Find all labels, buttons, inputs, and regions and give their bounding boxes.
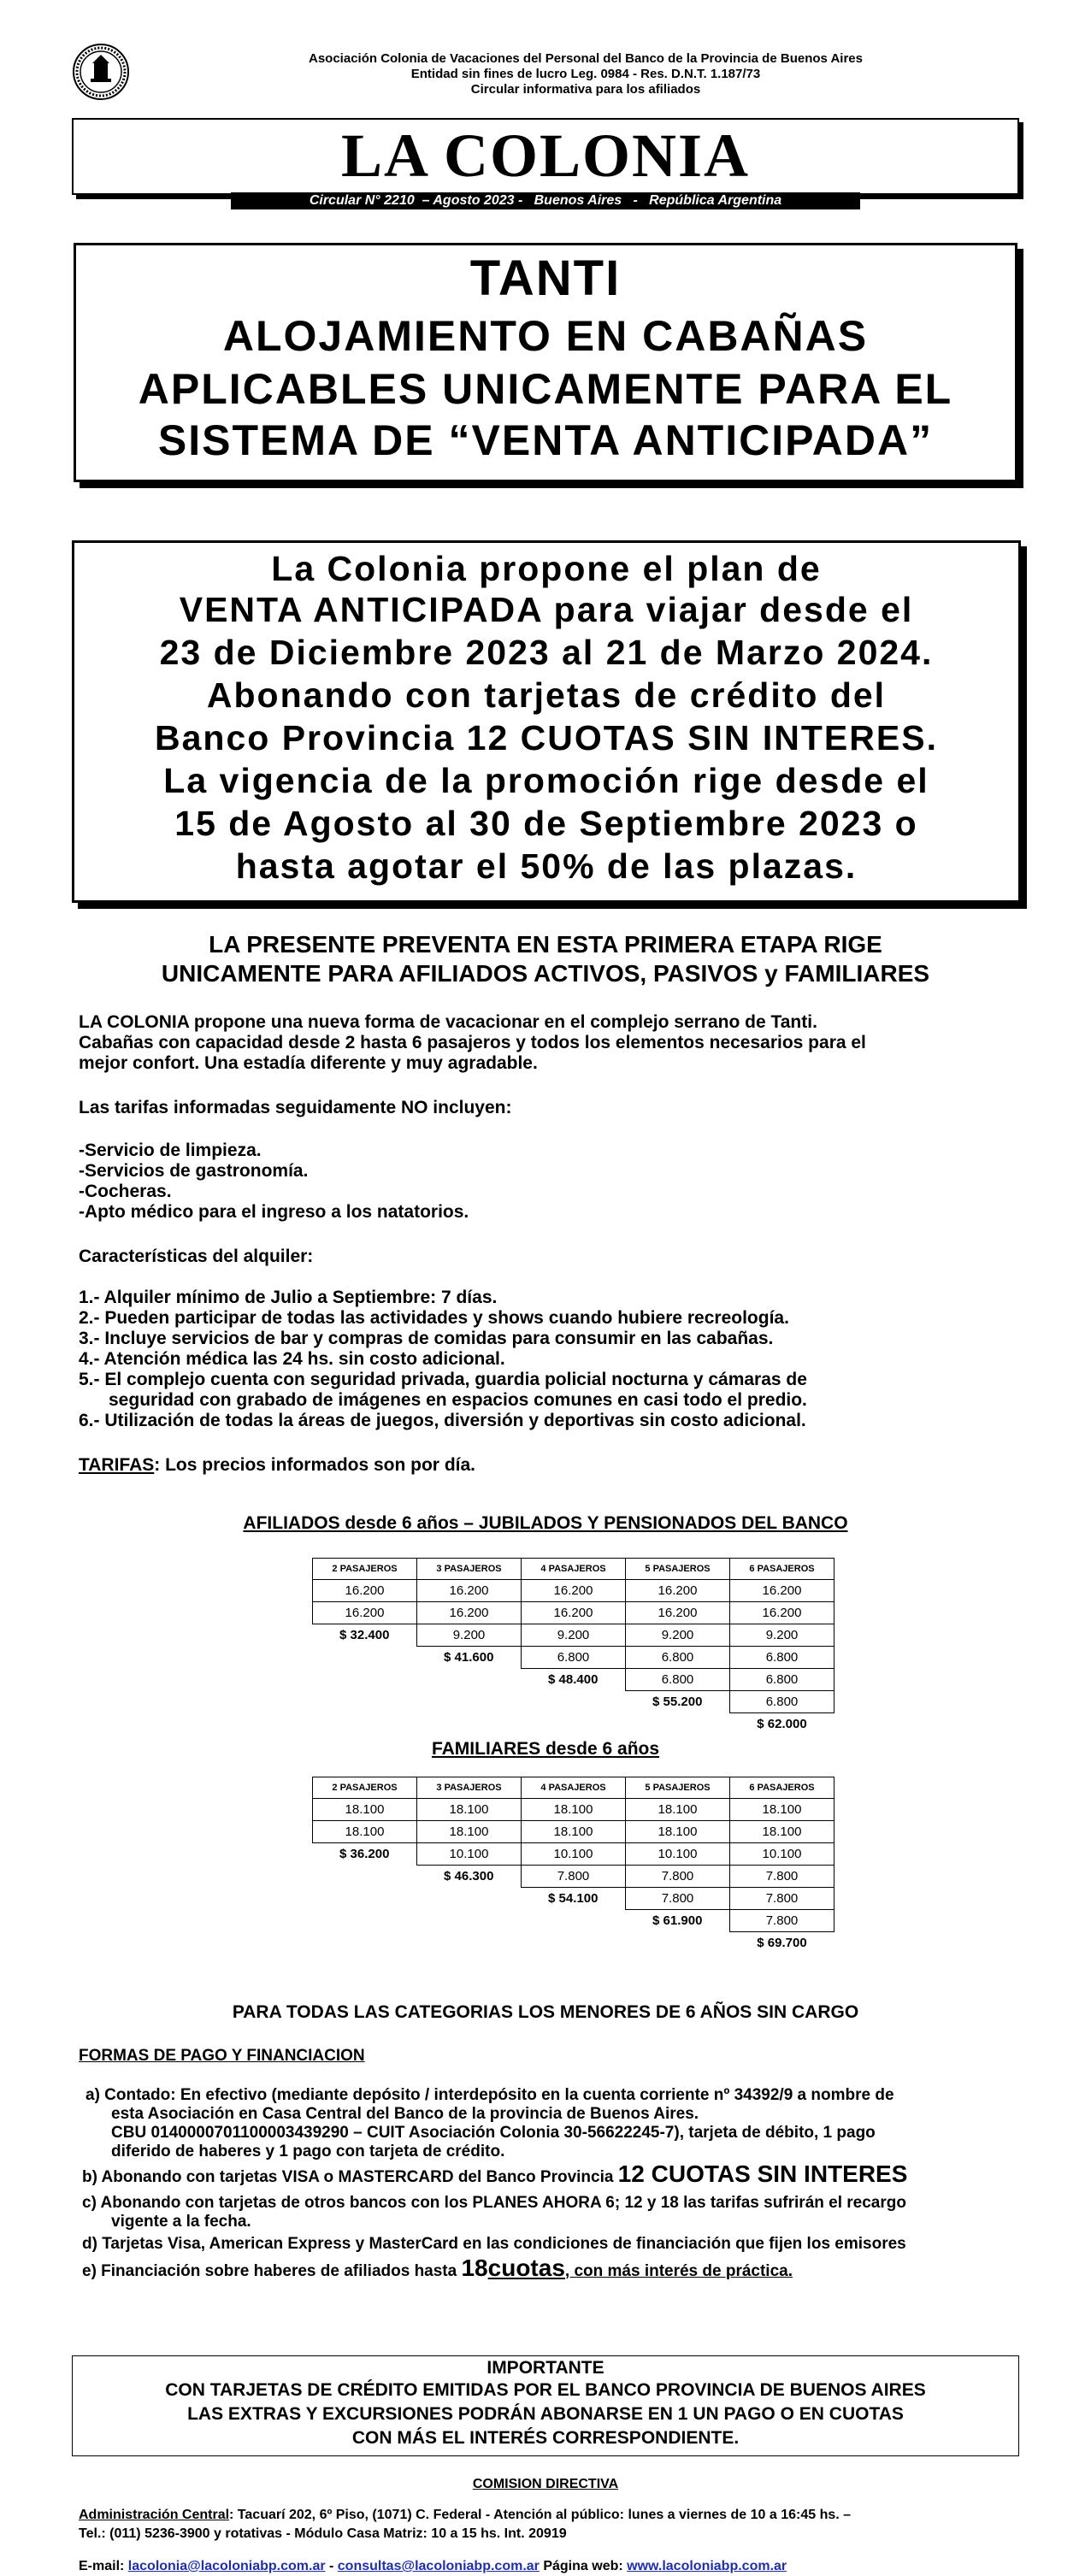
preventa-heading-line-2: UNICAMENTE PARA AFILIADOS ACTIVOS, PASIVOS y FAMILIARES bbox=[161, 960, 930, 987]
table-cell: 7.800 bbox=[626, 1888, 730, 1910]
payment-option-a: a) Contado: En efectivo (mediante depósito / interdepósito en la cuenta corriente nº 34392/9 a nombre de bbox=[86, 2086, 894, 2104]
intro-line: LA COLONIA propone una nueva forma de vacacionar en el complejo serrano de Tanti. bbox=[79, 1012, 817, 1032]
payment-option-c-cont: vigente a la fecha. bbox=[111, 2213, 251, 2231]
table-row bbox=[313, 1602, 834, 1624]
table-cell: 7.800 bbox=[522, 1866, 626, 1888]
not-included-item: -Cocheras. bbox=[79, 1182, 172, 1201]
not-included-item: -Apto médico para el ingreso a los natatorios. bbox=[79, 1202, 469, 1222]
table-cell: 9.200 bbox=[626, 1624, 730, 1647]
table-row bbox=[313, 1713, 834, 1736]
column-header: 6 PASAJEROS bbox=[730, 1777, 834, 1799]
table-cell: 16.200 bbox=[313, 1602, 417, 1624]
important-box bbox=[72, 2355, 1019, 2456]
total-cell: $ 46.300 bbox=[444, 1869, 494, 1884]
important-line: LAS EXTRAS Y EXCURSIONES PODRÁN ABONARSE EN 1 UN PAGO O EN CUOTAS bbox=[187, 2404, 904, 2424]
payment-option-e bbox=[82, 2255, 1065, 2281]
total-cell: $ 48.400 bbox=[548, 1672, 599, 1688]
title-line-3: APLICABLES UNICAMENTE PARA EL bbox=[138, 365, 953, 413]
promo-line: 23 de Diciembre 2023 al 21 de Marzo 2024. bbox=[159, 633, 934, 672]
table-row bbox=[313, 1647, 834, 1669]
title-line-4: SISTEMA DE “VENTA ANTICIPADA” bbox=[157, 416, 934, 464]
not-included-item: -Servicio de limpieza. bbox=[79, 1141, 262, 1160]
table-cell: 16.200 bbox=[417, 1602, 522, 1624]
table-cell: 16.200 bbox=[730, 1602, 834, 1624]
email-label: E-mail: bbox=[79, 2559, 128, 2573]
payment-option-c: c) Abonando con tarjetas de otros bancos con los PLANES AHORA 6; 12 y 18 las tarifas sufrirán el recargo bbox=[82, 2194, 906, 2212]
familiares-rates-table bbox=[312, 1777, 834, 1954]
afiliados-rates-table bbox=[312, 1558, 834, 1735]
table-cell: 16.200 bbox=[417, 1580, 522, 1602]
association-seal-logo bbox=[72, 43, 130, 101]
table-cell: 6.800 bbox=[522, 1647, 626, 1669]
title-place: TANTI bbox=[469, 251, 622, 306]
table-row bbox=[313, 1580, 834, 1602]
table-cell: 6.800 bbox=[730, 1691, 834, 1713]
table-cell: 18.100 bbox=[626, 1821, 730, 1843]
column-header: 5 PASAJEROS bbox=[626, 1777, 730, 1799]
table-cell: 6.800 bbox=[730, 1669, 834, 1691]
table-cell: 10.100 bbox=[417, 1843, 522, 1866]
total-cell: $ 54.100 bbox=[548, 1891, 599, 1907]
promo-line: 15 de Agosto al 30 de Septiembre 2023 o bbox=[174, 804, 918, 843]
feature-item: 1.- Alquiler mínimo de Julio a Septiembre: 7 días. bbox=[79, 1288, 498, 1307]
table-row bbox=[313, 1843, 834, 1866]
table-header-row bbox=[313, 1777, 834, 1799]
payment-option-e-number: 18 bbox=[461, 2255, 488, 2281]
org-name: Asociación Colonia de Vacaciones del Personal del Banco de la Provincia de Buenos Aires bbox=[309, 51, 863, 66]
table-cell: 18.100 bbox=[313, 1821, 417, 1843]
not-included-item: -Servicios de gastronomía. bbox=[79, 1161, 309, 1181]
payment-option-e-cuotas: cuotas bbox=[487, 2255, 565, 2281]
table-cell: 9.200 bbox=[730, 1624, 834, 1647]
table-cell: 6.800 bbox=[626, 1647, 730, 1669]
title-box bbox=[74, 243, 1017, 482]
intro-line: mejor confort. Una estadía diferente y muy agradable. bbox=[79, 1053, 538, 1073]
total-cell: $ 32.400 bbox=[339, 1628, 390, 1643]
preventa-heading-line-1: LA PRESENTE PREVENTA EN ESTA PRIMERA ETAPA RIGE bbox=[209, 931, 882, 958]
separator: - bbox=[325, 2559, 338, 2573]
total-cell: $ 69.700 bbox=[757, 1936, 807, 1950]
tarifas-text: : Los precios informados son por día. bbox=[154, 1455, 475, 1475]
column-header: 3 PASAJEROS bbox=[417, 1777, 522, 1799]
menores-note: PARA TODAS LAS CATEGORIAS LOS MENORES DE 6 AÑOS SIN CARGO bbox=[232, 2002, 859, 2022]
email-consultas-link[interactable]: consultas@lacoloniabp.com.ar bbox=[337, 2559, 540, 2573]
table-cell: 18.100 bbox=[522, 1821, 626, 1843]
contact-line bbox=[79, 2558, 787, 2574]
table-cell: 16.200 bbox=[730, 1580, 834, 1602]
total-cell: $ 61.900 bbox=[652, 1913, 703, 1929]
table-cell: 6.800 bbox=[730, 1647, 834, 1669]
table-cell: 18.100 bbox=[522, 1799, 626, 1821]
payment-option-b-highlight: 12 CUOTAS SIN INTERES bbox=[617, 2160, 908, 2187]
admin-label: Administración Central bbox=[79, 2508, 230, 2522]
column-header: 6 PASAJEROS bbox=[730, 1559, 834, 1580]
table-cell: 9.200 bbox=[417, 1624, 522, 1647]
not-included-heading: Las tarifas informadas seguidamente NO incluyen: bbox=[79, 1098, 512, 1117]
payment-option-a-cbu: CBU 0140000701100003439290 – CUIT Asociación Colonia 30-56622245-7), tarjeta de débito, 1 pago bbox=[111, 2124, 876, 2142]
column-header: 3 PASAJEROS bbox=[417, 1559, 522, 1580]
table-header-row bbox=[313, 1559, 834, 1580]
table-row bbox=[313, 1691, 834, 1713]
table-row bbox=[313, 1669, 834, 1691]
table-row bbox=[313, 1624, 834, 1647]
table-cell: 18.100 bbox=[417, 1799, 522, 1821]
table-cell: 18.100 bbox=[730, 1799, 834, 1821]
afiliados-heading: AFILIADOS desde 6 años – JUBILADOS Y PENSIONADOS DEL BANCO bbox=[243, 1513, 848, 1533]
total-cell: $ 55.200 bbox=[652, 1695, 703, 1710]
feature-item: 5.- El complejo cuenta con seguridad privada, guardia policial nocturna y cámaras de bbox=[79, 1370, 807, 1389]
total-cell: $ 62.000 bbox=[757, 1717, 807, 1731]
web-label: Página web: bbox=[539, 2559, 628, 2573]
feature-item: 4.- Atención médica las 24 hs. sin costo adicional. bbox=[79, 1349, 505, 1369]
comision-directiva: COMISION DIRECTIVA bbox=[472, 2477, 619, 2491]
important-line: CON TARJETAS DE CRÉDITO EMITIDAS POR EL BANCO PROVINCIA DE BUENOS AIRES bbox=[165, 2380, 926, 2400]
table-cell: 7.800 bbox=[730, 1910, 834, 1932]
table-cell: 10.100 bbox=[730, 1843, 834, 1866]
promo-line: VENTA ANTICIPADA para viajar desde el bbox=[179, 590, 914, 629]
important-title: IMPORTANTE bbox=[487, 2358, 604, 2378]
table-row bbox=[313, 1888, 834, 1910]
payment-option-a-cont: esta Asociación en Casa Central del Banco de la provincia de Buenos Aires. bbox=[111, 2105, 699, 2123]
table-cell: 18.100 bbox=[313, 1799, 417, 1821]
payment-heading: FORMAS DE PAGO Y FINANCIACION bbox=[79, 2047, 365, 2065]
familiares-heading: FAMILIARES desde 6 años bbox=[431, 1739, 660, 1759]
promo-line: Banco Provincia 12 CUOTAS SIN INTERES. bbox=[155, 718, 938, 757]
important-line: CON MÁS EL INTERÉS CORRESPONDIENTE. bbox=[351, 2428, 740, 2448]
column-header: 2 PASAJEROS bbox=[313, 1777, 417, 1799]
payment-option-b bbox=[82, 2160, 1065, 2187]
table-cell: 16.200 bbox=[522, 1602, 626, 1624]
table-row bbox=[313, 1799, 834, 1821]
table-row bbox=[313, 1866, 834, 1888]
promo-line: hasta agotar el 50% de las plazas. bbox=[235, 846, 858, 886]
table-cell: 16.200 bbox=[522, 1580, 626, 1602]
payment-option-b-text: b) Abonando con tarjetas VISA o MASTERCARD del Banco Provincia bbox=[82, 2168, 618, 2186]
table-cell: 18.100 bbox=[626, 1799, 730, 1821]
table-cell: 7.800 bbox=[730, 1888, 834, 1910]
email-lacolonia-link[interactable]: lacolonia@lacoloniabp.com.ar bbox=[127, 2559, 326, 2573]
masthead-title: LA COLONIA bbox=[340, 121, 751, 190]
payment-option-e-text: e) Financiación sobre haberes de afiliados hasta bbox=[82, 2262, 462, 2280]
payment-option-a-cont: diferido de haberes y 1 pago con tarjeta de crédito. bbox=[111, 2143, 505, 2160]
feature-item: 3.- Incluye servicios de bar y compras de comidas para consumir en las cabañas. bbox=[79, 1329, 774, 1348]
feature-item: 2.- Pueden participar de todas las actividades y shows cuando hubiere recreología. bbox=[79, 1308, 789, 1328]
table-cell: 10.100 bbox=[522, 1843, 626, 1866]
table-cell: 9.200 bbox=[522, 1624, 626, 1647]
org-legal-info: Entidad sin fines de lucro Leg. 0984 - Res. D.N.T. 1.187/73 bbox=[410, 67, 761, 81]
masthead bbox=[72, 118, 1019, 195]
payment-option-d: d) Tarjetas Visa, American Express y MasterCard en las condiciones de financiación que fijen los emisores bbox=[82, 2235, 906, 2253]
promo-line: La vigencia de la promoción rige desde el bbox=[163, 761, 929, 800]
table-cell: 16.200 bbox=[626, 1602, 730, 1624]
admin-text: : Tacuarí 202, 6º Piso, (1071) C. Federal - Atención al público: lunes a viernes de 10 a 16:45 hs. – bbox=[229, 2508, 852, 2522]
table-cell: 16.200 bbox=[313, 1580, 417, 1602]
features-heading: Características del alquiler: bbox=[79, 1247, 314, 1266]
phone-line: Tel.: (011) 5236-3900 y rotativas - Módulo Casa Matriz: 10 a 15 hs. Int. 20919 bbox=[79, 2526, 567, 2541]
promo-line: Abonando con tarjetas de crédito del bbox=[206, 675, 887, 715]
promo-line: La Colonia propone el plan de bbox=[271, 549, 822, 588]
column-header: 4 PASAJEROS bbox=[522, 1559, 626, 1580]
table-row bbox=[313, 1932, 834, 1954]
column-header: 5 PASAJEROS bbox=[626, 1559, 730, 1580]
feature-item: seguridad con grabado de imágenes en espacios comunes en casi todo el predio. bbox=[79, 1390, 807, 1410]
title-line-2: ALOJAMIENTO EN CABAÑAS bbox=[222, 312, 869, 360]
total-cell: $ 41.600 bbox=[444, 1650, 494, 1665]
table-cell: 7.800 bbox=[730, 1866, 834, 1888]
column-header: 4 PASAJEROS bbox=[522, 1777, 626, 1799]
total-cell: $ 36.200 bbox=[339, 1847, 390, 1862]
circular-info-bar: Circular N° 2210 – Agosto 2023 - Buenos Aires - República Argentina bbox=[231, 192, 860, 209]
tarifas-note bbox=[79, 1455, 1053, 1476]
table-row bbox=[313, 1910, 834, 1932]
payment-option-e-rest: , con más interés de práctica. bbox=[564, 2262, 793, 2280]
table-cell: 16.200 bbox=[626, 1580, 730, 1602]
table-cell: 10.100 bbox=[626, 1843, 730, 1866]
table-cell: 18.100 bbox=[417, 1821, 522, 1843]
org-circular-note: Circular informativa para los afiliados bbox=[470, 82, 701, 97]
promo-box bbox=[72, 540, 1021, 903]
table-cell: 18.100 bbox=[730, 1821, 834, 1843]
table-cell: 7.800 bbox=[626, 1866, 730, 1888]
intro-line: Cabañas con capacidad desde 2 hasta 6 pasajeros y todos los elementos necesarios para el bbox=[79, 1033, 866, 1052]
feature-item: 6.- Utilización de todas la áreas de juegos, diversión y deportivas sin costo adicional. bbox=[79, 1411, 806, 1430]
column-header: 2 PASAJEROS bbox=[313, 1559, 417, 1580]
website-link[interactable]: www.lacoloniabp.com.ar bbox=[627, 2559, 787, 2573]
tarifas-label: TARIFAS bbox=[79, 1455, 155, 1475]
table-row bbox=[313, 1821, 834, 1843]
admin-line bbox=[79, 2507, 851, 2523]
table-cell: 6.800 bbox=[626, 1669, 730, 1691]
